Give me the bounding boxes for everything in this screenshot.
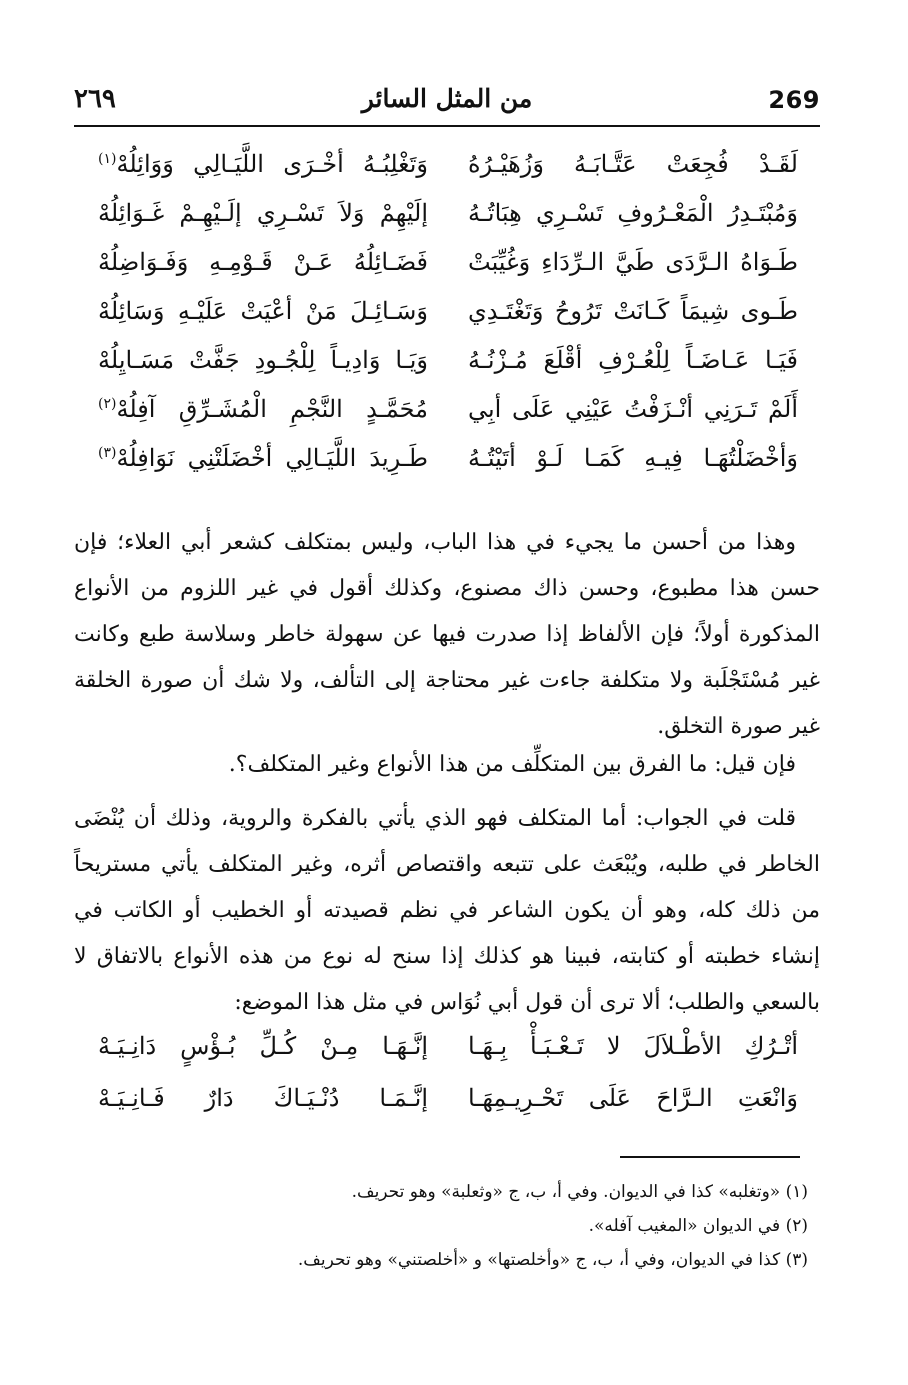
running-title: من المثل السائر bbox=[361, 84, 533, 113]
verse-first-hemistich: أَلَمْ تَـرَنِي أنْـزَفْتُ عَيْنِي عَلَى أبِي bbox=[468, 395, 798, 423]
verse-second-hemistich: وَسَـائِـلَ مَنْ أعْيَتْ عَلَيْـهِ وَسَائِلُهْ bbox=[98, 297, 428, 325]
verse-line bbox=[100, 140, 798, 189]
verse-second-hemistich: إلَيْهِمْ وَلاَ تَسْـرِي إلَـيْهِـمْ غَـوَائِلُهْ bbox=[98, 199, 428, 227]
verse-line bbox=[100, 189, 798, 238]
running-header bbox=[74, 82, 820, 124]
header-rule bbox=[74, 125, 820, 127]
prose-paragraph bbox=[74, 520, 820, 750]
footnote-marker: (٣) bbox=[98, 445, 117, 461]
verse-text: طَـرِيدَ اللَّيَـالِي أخْضَلَتْنِي نَوَافِلُهْ bbox=[116, 444, 428, 472]
verse-line bbox=[100, 1020, 798, 1072]
footnotes bbox=[74, 1175, 808, 1277]
verse-first-hemistich: أتْـرُكِ الأطْـلاَلَ لا تَـعْـبَـأْ بِـهَـا bbox=[468, 1032, 798, 1060]
verse-first-hemistich: طَـوَاهُ الـرَّدَى طَيَّ الـرِّدَاءِ وَغُيِّبَتْ bbox=[468, 248, 798, 276]
paragraph-text: قلت في الجواب: أما المتكلف فهو الذي يأتي بالفكرة والروية، وذلك أن يُنْضَى الخاطر في طلبه، ويُبْعَث على تتبعه واقتصاص أثره، وغير المتكلف يأتي مستريحاً من ذلك كله، وهو أن يكون الشاعر في نظم قصيدته أو الخطيب أو الكاتب في إنشاء خطبته أو كتابته، فبينا هو كذلك إذا سنح له نوع من هذه الأنواع بالاتفاق لا بالسعي والطلب؛ ألا ترى أن قول أبي نُوَاس في مثل هذا الموضع: bbox=[74, 806, 820, 1015]
verse-first-hemistich: وَانْعَتِ الـرَّاحَ عَلَى تَحْـرِيـمِهَـا bbox=[468, 1084, 798, 1112]
verse-first-hemistich: فَيَـا عَـاضَـاً لِلْعُـرْفِ أقْلَعَ مُـزْنُـهُ bbox=[468, 346, 798, 374]
verse-second-hemistich: وَيَـا وَادِيـاً لِلْجُـودِ جَفَّتْ مَسَـايِلُهْ bbox=[98, 346, 428, 374]
verse-second-hemistich bbox=[98, 140, 428, 189]
verse-second-hemistich: فَضَـائِلُهُ عَـنْ قَـوْمِـهِ وَفَـوَاضِلُهْ bbox=[98, 248, 428, 276]
page-number-arabic: ٢٦٩ bbox=[74, 84, 116, 114]
verse-line bbox=[100, 287, 798, 336]
footnote: (٢) في الديوان «المغيب آفله». bbox=[588, 1216, 808, 1236]
verse-second-hemistich: إنَّـمَـا دُنْـيَـاكَ دَارٌ فَـانِـيَـهْ bbox=[98, 1084, 428, 1112]
verse-second-hemistich bbox=[98, 385, 428, 434]
verse-text: مُحَمَّـدٍ النَّجْمِ الْمُشَـرِّقِ آفِلُهْ bbox=[116, 395, 428, 423]
verse-line bbox=[100, 238, 798, 287]
page-number-latin: 269 bbox=[768, 86, 820, 114]
prose-paragraph bbox=[74, 796, 820, 1026]
verse-line bbox=[100, 1072, 798, 1124]
footnote-marker: (٢) bbox=[98, 396, 117, 412]
poem-block-1 bbox=[100, 140, 798, 483]
verse-first-hemistich: لَقَـدْ فُجِعَتْ عَتَّـابَـهُ وَزُهَيْـرُهُ bbox=[468, 150, 798, 178]
verse-second-hemistich: إنَّـهَـا مِـنْ كُـلِّ بُـؤْسٍ دَانِـيَـهْ bbox=[98, 1032, 428, 1060]
verse-line bbox=[100, 385, 798, 434]
footnote: (٣) كذا في الديوان، وفي أ، ب، ج «وأخلصتها» و «أخلصتني» وهو تحريف. bbox=[297, 1250, 808, 1270]
footnote-separator bbox=[620, 1156, 800, 1158]
verse-second-hemistich bbox=[98, 434, 428, 483]
verse-text: وَتَغْلِبُـهُ أخْـرَى اللَّيَـالِي وَوَائِلُهْ bbox=[116, 150, 428, 178]
verse-first-hemistich: طَـوى شِيمَاً كَـانَتْ تَرُوحُ وَتَغْتَـدِي bbox=[468, 297, 798, 325]
prose-paragraph bbox=[74, 742, 820, 788]
poem-block-2 bbox=[100, 1020, 798, 1124]
paragraph-text: فإن قيل: ما الفرق بين المتكلِّف من هذا الأنواع وغير المتكلف؟. bbox=[228, 752, 796, 777]
verse-line bbox=[100, 434, 798, 483]
verse-first-hemistich: وَأخْضَلْتُهَـا فِيـهِ كَمَـا لَـوْ أتَيْتُـهُ bbox=[468, 444, 798, 472]
footnote: (١) «وتغلبه» كذا في الديوان. وفي أ، ب، ج «وثعلبة» وهو تحريف. bbox=[351, 1182, 808, 1202]
verse-line bbox=[100, 336, 798, 385]
footnote-marker: (١) bbox=[98, 151, 117, 167]
paragraph-text: وهذا من أحسن ما يجيء في هذا الباب، وليس بمتكلف كشعر أبي العلاء؛ فإن حسن هذا مطبوع، وحسن ذاك مصنوع، وكذلك أقول في غير اللزوم من الأنواع المذكورة أولاً؛ فإن الألفاظ إذا صدرت فيها عن سهولة خاطر وسلاسة طبع وكانت غير مُسْتَجْلَبة ولا متكلفة جاءت غير محتاجة إلى التألف، ولا شك أن صورة الخلقة غير صورة التخلق. bbox=[74, 530, 820, 739]
verse-first-hemistich: وَمُبْتَـدِرُ الْمَعْـرُوفِ تَسْـرِي هِبَاتُـهُ bbox=[468, 199, 798, 227]
